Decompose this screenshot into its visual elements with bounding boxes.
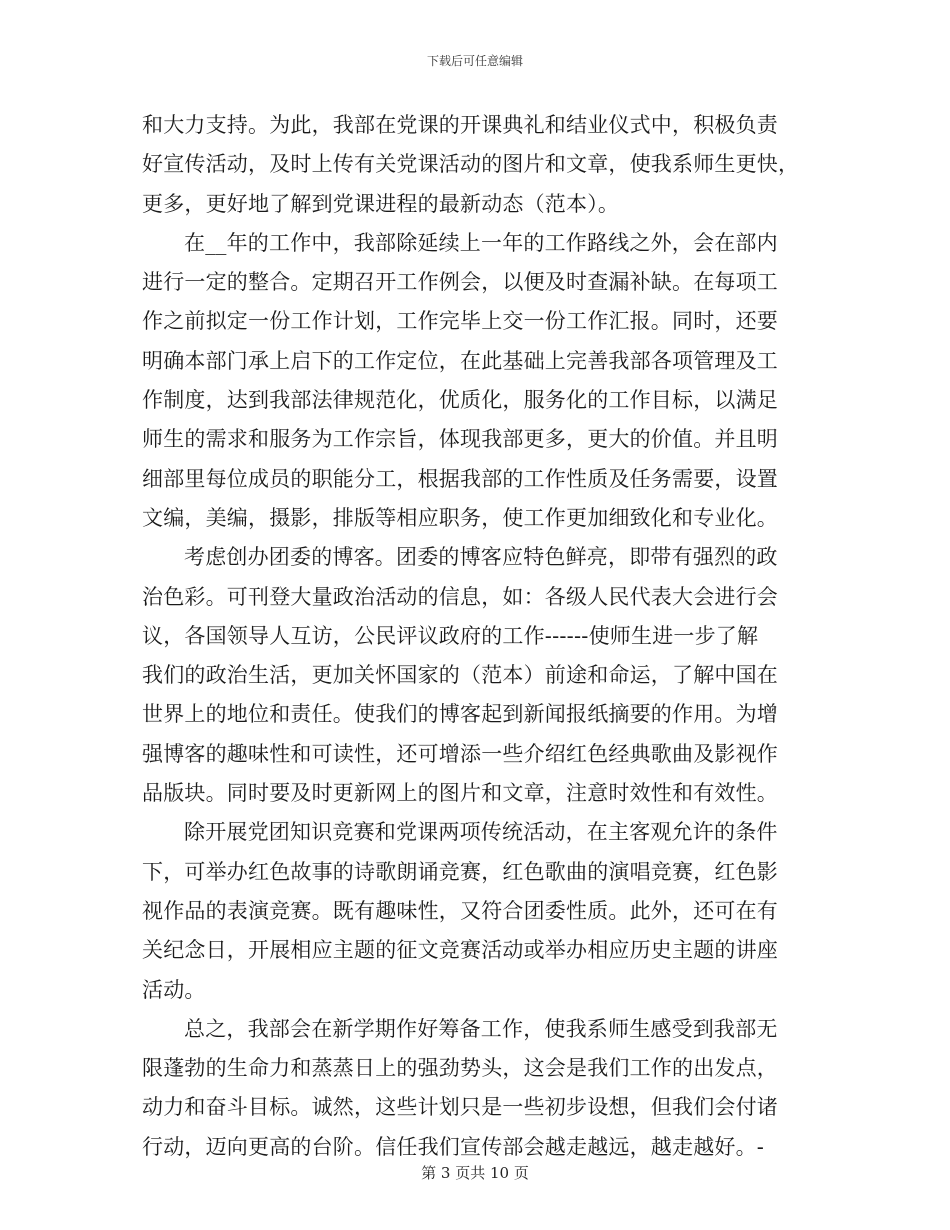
paragraph-start-line: 在__年的工作中，我部除延续上一年的工作路线之外，会在部内: [184, 230, 778, 255]
text-line: 好宣传活动，及时上传有关党课活动的图片和文章，使我系师生更快，: [142, 152, 800, 177]
text-line: 治色彩。可刊登大量政治活动的信息，如：各级人民代表大会进行会: [142, 584, 778, 609]
page-footer: 第 3 页共 10 页: [421, 1164, 529, 1182]
text-line: 关纪念日，开展相应主题的征文竞赛活动或举办相应历史主题的讲座: [142, 938, 778, 963]
text-line: 行动，迈向更高的台阶。信任我们宣传部会越走越远，越走越好。-: [142, 1134, 765, 1159]
text-line: 下，可举办红色故事的诗歌朗诵竞赛，红色歌曲的演唱竞赛，红色影: [142, 859, 778, 884]
text-line: 世界上的地位和责任。使我们的博客起到新闻报纸摘要的作用。为增: [142, 702, 778, 727]
text-line: 品版块。同时要及时更新网上的图片和文章，注意时效性和有效性。: [142, 781, 778, 806]
text-line: 我们的政治生活，更加关怀国家的（范本）前途和命运，了解中国在: [142, 663, 778, 688]
text-line: 议，各国领导人互访，公民评议政府的工作------使师生进一步了解: [142, 623, 759, 648]
document-body: [142, 106, 802, 1167]
text-line: 和大力支持。为此，我部在党课的开课典礼和结业仪式中，积极负责: [142, 113, 778, 137]
text-line: 进行一定的整合。定期召开工作例会，以便及时查漏补缺。在每项工: [142, 270, 778, 295]
text-line: 作之前拟定一份工作计划，工作完毕上交一份工作汇报。同时，还要: [142, 309, 778, 334]
text-line: 更多，更好地了解到党课进程的最新动态（范本）。: [142, 191, 620, 216]
text-line: 师生的需求和服务为工作宗旨，体现我部更多，更大的价值。并且明: [142, 427, 778, 452]
text-line: 文编，美编，摄影，排版等相应职务，使工作更加细致化和专业化。: [142, 505, 778, 530]
text-line: 限蓬勃的生命力和蒸蒸日上的强劲势头，这会是我们工作的出发点，: [142, 1056, 778, 1081]
text-line: 视作品的表演竞赛。既有趣味性，又符合团委性质。此外，还可在有: [142, 898, 778, 923]
paragraph-start-line: 考虑创办团委的博客。团委的博客应特色鲜亮，即带有强烈的政: [184, 545, 778, 570]
text-line: 活动。: [142, 977, 206, 1002]
text-line: 明确本部门承上启下的工作定位，在此基础上完善我部各项管理及工: [142, 348, 778, 373]
text-line: 作制度，达到我部法律规范化，优质化，服务化的工作目标，以满足: [142, 388, 778, 413]
page-header: 下载后可任意编辑: [426, 54, 523, 68]
paragraph-start-line: 除开展党团知识竞赛和党课两项传统活动，在主客观允许的条件: [184, 820, 778, 845]
paragraph-start-line: 总之，我部会在新学期作好筹备工作，使我系师生感受到我部无: [184, 1016, 778, 1041]
text-line: 动力和奋斗目标。诚然，这些计划只是一些初步设想，但我们会付诸: [142, 1095, 778, 1120]
text-line: 强博客的趣味性和可读性，还可增添一些介绍红色经典歌曲及影视作: [142, 741, 778, 766]
text-line: 细部里每位成员的职能分工，根据我部的工作性质及任务需要，设置: [142, 466, 778, 491]
